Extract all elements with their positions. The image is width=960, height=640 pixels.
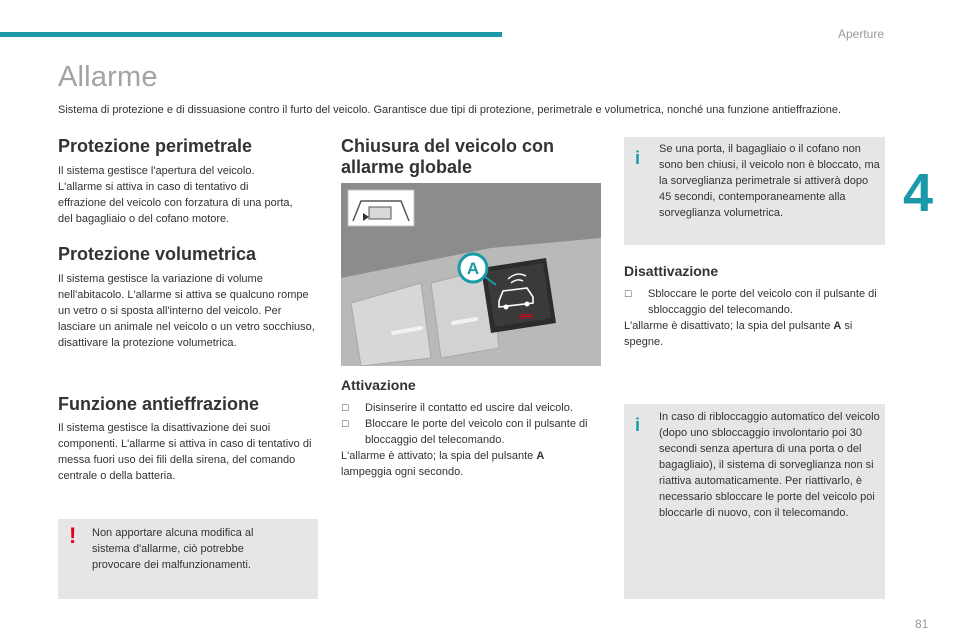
disattivazione-result: L'allarme è disattivato; la spia del pulsante A si spegne.	[624, 320, 853, 348]
heading-attivazione: Attivazione	[341, 377, 416, 393]
info-text-ribloccaggio: In caso di ribloccaggio automatico del veicolo (dopo uno sbloccaggio involontario poi 30 secondi senza apertura di una porta o del bagagliaio), il sistema di sorveglianza non si riattiva automaticamente. Per riattivarlo, è necessario sbloccare le porte del veicolo poi bloccarle di nuovo, con il telecomando.	[659, 411, 880, 519]
text-protezione-volumetrica: Il sistema gestisce la variazione di volume nell'abitacolo. L'allarme si attiva se qualcuno rompe un vetro o si sposta all'interno del veicolo. Per lasciare un animale nel veicolo o un vetro socchiuso, disattivare la protezione volumetrica.	[58, 273, 315, 349]
attivazione-result: L'allarme è attivato; la spia del pulsante A lampeggia ogni secondo.	[341, 450, 545, 478]
warning-box	[58, 519, 318, 599]
page-number: 81	[915, 617, 929, 631]
callout-a: A	[466, 259, 480, 278]
page-title: Allarme	[58, 61, 158, 93]
info-box-porta	[624, 137, 885, 245]
text-funzione-antieffrazione: Il sistema gestisce la disattivazione dei suoi componenti. L'allarme si attiva in caso di tentativo di messa fuori uso dei fili della sirena, del comando centrale o della batteria.	[58, 422, 312, 482]
info-box-ribloccaggio	[624, 404, 885, 599]
section-title: Aperture	[837, 27, 884, 41]
header-accent-bar	[0, 32, 502, 37]
info-text-porta: Se una porta, il bagagliaio o il cofano non sono ben chiusi, il veicolo non è bloccato, ma la sorveglianza perimetrale si attiverà dopo 45 secondi, contemporaneamente alla sorveglianza volumetrica.	[659, 143, 880, 219]
heading-disattivazione: Disattivazione	[624, 263, 719, 279]
arrow-bullet-icon: ☐	[341, 419, 350, 429]
heading-funzione-antieffrazione: Funzione antieffrazione	[58, 394, 260, 414]
intro-paragraph: Sistema di protezione e di dissuasione contro il furto del veicolo. Garantisce due tipi di protezione, perimetrale e volumetrica, nonché una funzione antieffrazione.	[58, 104, 842, 116]
heading-chiusura-allarme: Chiusura del veicolo con allarme globale	[341, 136, 555, 177]
heading-protezione-perimetrale: Protezione perimetrale	[58, 136, 253, 156]
warning-text: Non apportare alcuna modifica al sistema d'allarme, ciò potrebbe provocare dei malfunzionamenti.	[92, 527, 254, 571]
warning-icon: !	[69, 523, 77, 548]
info-icon: i	[635, 148, 641, 168]
text-protezione-perimetrale: Il sistema gestisce l'apertura del veicolo. L'allarme si attiva in caso di tentativo di effrazione del veicolo con forzatura di una porta, del bagagliaio o del cofano motore.	[58, 165, 293, 225]
arrow-bullet-icon: ☐	[624, 289, 633, 299]
heading-protezione-volumetrica: Protezione volumetrica	[58, 244, 257, 264]
button-label: OFF	[519, 314, 533, 321]
info-icon: i	[635, 415, 641, 435]
alarm-button-drawing	[341, 183, 601, 366]
alarm-button-illustration	[341, 183, 601, 366]
chapter-number: 4	[903, 163, 934, 223]
list-item: ☐ Sbloccare le porte del veicolo con il pulsante di sbloccaggio del telecomando.	[624, 288, 877, 316]
arrow-bullet-icon: ☐	[341, 403, 350, 413]
list-item: ☐ Disinserire il contatto ed uscire dal veicolo.	[341, 402, 573, 414]
list-item: ☐ Bloccare le porte del veicolo con il pulsante di bloccaggio del telecomando.	[341, 418, 588, 446]
